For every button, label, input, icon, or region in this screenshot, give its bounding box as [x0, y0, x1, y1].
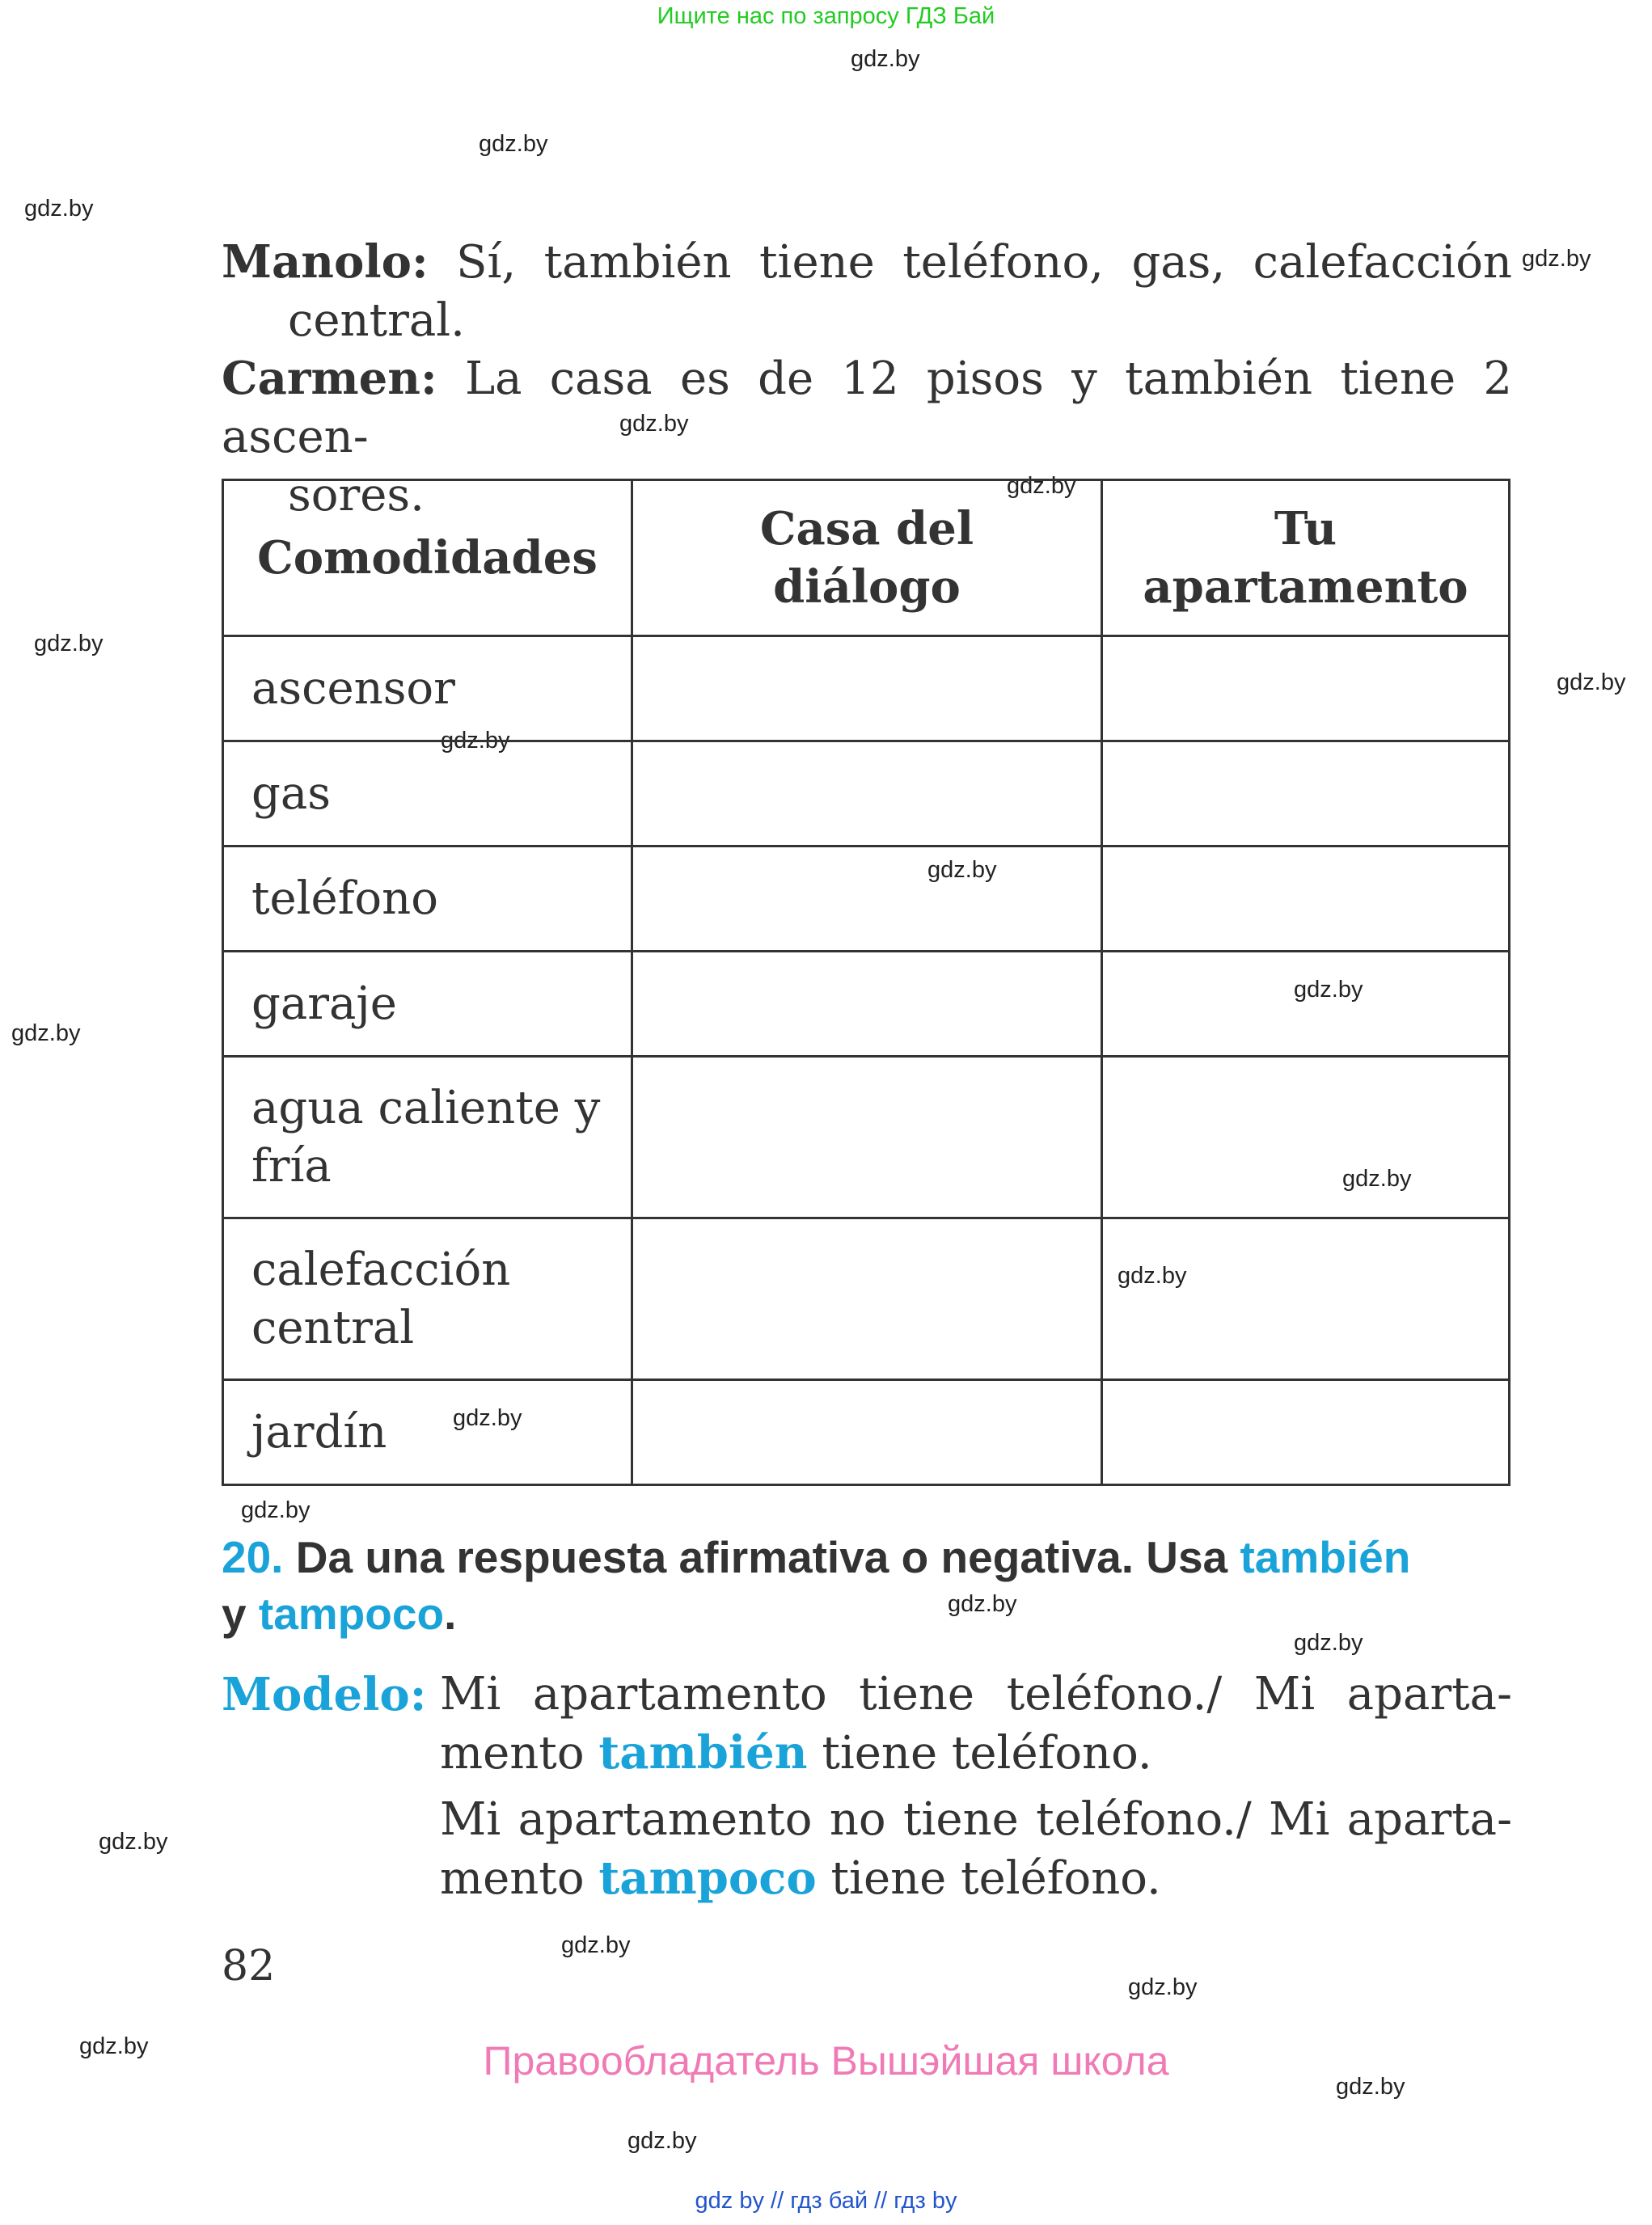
table-row — [223, 1218, 1510, 1380]
table-row — [223, 636, 1510, 741]
exercise-instruction — [222, 1529, 1512, 1642]
keyword-tambien: también — [1240, 1532, 1411, 1582]
watermark: gdz.by — [1342, 1166, 1412, 1192]
exercise-number: 20. — [222, 1532, 284, 1582]
table-cell-blank[interactable] — [632, 952, 1102, 1057]
page-number: 82 — [222, 1942, 276, 1991]
watermark: gdz.by — [11, 1020, 81, 1046]
copyright-notice: Правообладатель Вышэйшая школа — [483, 2038, 1169, 2084]
dialogue-manolo — [222, 233, 1512, 350]
watermark: gdz.by — [561, 1932, 631, 1958]
dialogue-line: central. — [288, 294, 465, 347]
table-cell-blank[interactable] — [1102, 636, 1510, 741]
table-row — [223, 1057, 1510, 1218]
model-label: Modelo: — [222, 1668, 427, 1721]
watermark: gdz.by — [441, 728, 510, 754]
watermark: gdz.by — [1522, 246, 1591, 272]
table-cell-blank[interactable] — [1102, 1380, 1510, 1485]
watermark: gdz.by — [619, 411, 689, 437]
watermark: gdz.by — [927, 857, 997, 883]
watermark: gdz.by — [24, 196, 94, 222]
watermark: gdz.by — [241, 1497, 311, 1523]
watermark: gdz.by — [1557, 669, 1626, 695]
dialogue-line: Sí, también tiene teléfono, gas, calefacción — [456, 236, 1512, 289]
table-cell-blank[interactable] — [1102, 1218, 1510, 1380]
dialogue-line: sores. — [288, 469, 425, 521]
model-line: tiene teléfono. — [830, 1852, 1161, 1905]
footer-links[interactable]: gdz by // гдз бай // гдз by — [695, 2188, 957, 2214]
model-line: Mi apartamento no tiene teléfono./ Mi aparta- — [440, 1793, 1512, 1846]
table-cell-item: agua caliente y fría — [223, 1057, 632, 1218]
amenities-table — [222, 479, 1510, 1486]
watermark: gdz.by — [627, 2128, 697, 2154]
watermark: gdz.by — [948, 1591, 1017, 1617]
table-cell-blank[interactable] — [1102, 952, 1510, 1057]
watermark: gdz.by — [1336, 2074, 1405, 2100]
watermark: gdz.by — [479, 131, 548, 157]
table-cell-blank[interactable] — [632, 847, 1102, 952]
table-cell-blank[interactable] — [632, 1218, 1102, 1380]
exercise-text: y — [222, 1589, 247, 1639]
top-banner: Ищите нас по запросу ГДЗ Бай — [657, 3, 995, 29]
watermark: gdz.by — [1128, 1974, 1198, 2000]
speaker-name: Manolo: — [222, 235, 429, 289]
dialogue-line: La casa es de 12 pisos y también tiene 2 ascen- — [222, 353, 1512, 463]
table-header-row — [223, 480, 1510, 636]
table-cell-item: garaje — [223, 952, 632, 1057]
watermark: gdz.by — [1294, 1630, 1363, 1656]
model-line: mento — [440, 1852, 585, 1905]
watermark: gdz.by — [851, 46, 920, 72]
table-cell-blank[interactable] — [1102, 847, 1510, 952]
table-cell-item: teléfono — [223, 847, 632, 952]
watermark: gdz.by — [34, 631, 104, 657]
table-cell-blank[interactable] — [1102, 741, 1510, 847]
model-line: mento — [440, 1727, 585, 1780]
column-header: Tu apartamento — [1102, 480, 1510, 636]
model-body — [440, 1666, 1512, 1916]
table-cell-item: jardín — [223, 1380, 632, 1485]
watermark: gdz.by — [1294, 977, 1363, 1003]
column-header: Comodidades — [223, 480, 632, 636]
watermark: gdz.by — [453, 1405, 522, 1431]
table-cell-blank[interactable] — [632, 636, 1102, 741]
watermark: gdz.by — [99, 1829, 168, 1855]
table-cell-item: ascensor — [223, 636, 632, 741]
exercise-text: Da una respuesta afirmativa o negativa. Usa — [295, 1532, 1228, 1582]
table-cell-blank[interactable] — [632, 1057, 1102, 1218]
speaker-name: Carmen: — [222, 352, 437, 405]
keyword-tampoco: tampoco — [258, 1589, 445, 1639]
table-row — [223, 1380, 1510, 1485]
column-header: Casa del diálogo — [632, 480, 1102, 636]
table-cell-blank[interactable] — [1102, 1057, 1510, 1218]
table-row — [223, 741, 1510, 847]
table-row — [223, 952, 1510, 1057]
table-cell-item: calefacción central — [223, 1218, 632, 1380]
model-line: Mi apartamento tiene teléfono./ Mi aparta- — [440, 1668, 1512, 1720]
watermark: gdz.by — [79, 2033, 149, 2059]
watermark: gdz.by — [1007, 473, 1076, 499]
table-cell-blank[interactable] — [632, 741, 1102, 847]
exercise-text: . — [444, 1589, 457, 1639]
table-cell-blank[interactable] — [632, 1380, 1102, 1485]
table-row — [223, 847, 1510, 952]
model-line: tiene teléfono. — [822, 1727, 1152, 1780]
watermark: gdz.by — [1118, 1263, 1187, 1289]
keyword-tampoco: tampoco — [598, 1851, 817, 1905]
keyword-tambien: también — [598, 1726, 808, 1780]
table-cell-item: gas — [223, 741, 632, 847]
